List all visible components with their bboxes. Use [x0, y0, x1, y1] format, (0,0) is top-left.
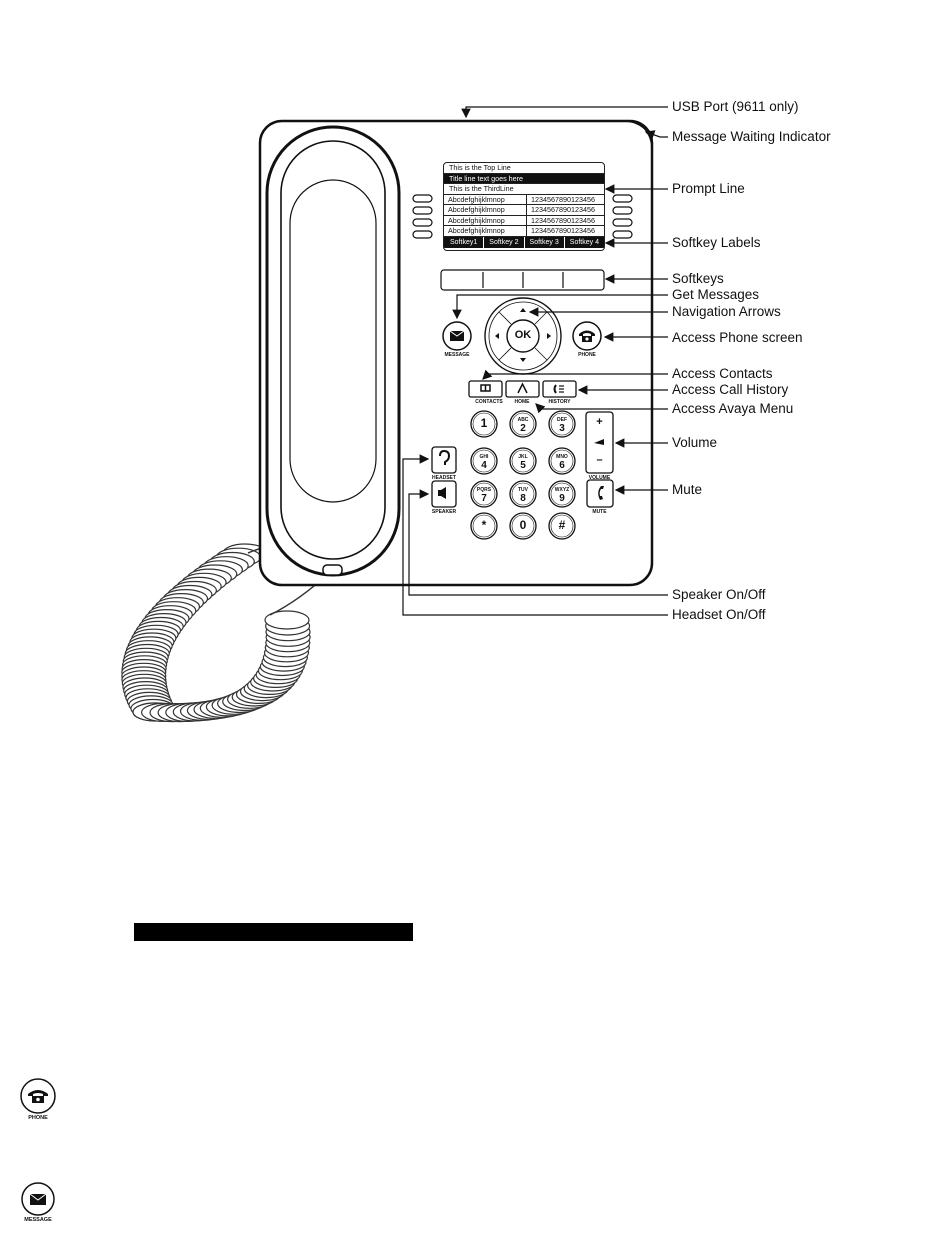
keypad-key-5[interactable] [510, 448, 536, 474]
home-caption: HOME [514, 399, 530, 405]
headset-button[interactable] [432, 447, 456, 473]
softkey-label-2: Softkey 2 [484, 237, 524, 248]
callout-access-avaya-menu: Access Avaya Menu [672, 401, 794, 416]
keypad-key-digit: # [558, 518, 566, 532]
callout-usb-port: USB Port (9611 only) [672, 99, 799, 114]
keypad-key-0[interactable] [510, 513, 536, 539]
screen-row[interactable]: Abcdefghijklmnop 1234567890123456 [444, 205, 604, 215]
keypad-key-digit: 2 [520, 423, 526, 434]
handset [267, 127, 399, 575]
callout-softkeys: Softkeys [672, 271, 724, 286]
softkey-labels [444, 237, 604, 248]
keypad-key-letters: WXYZ [554, 487, 570, 493]
softkey-label-4: Softkey 4 [569, 238, 599, 246]
legend-message-icon [22, 1183, 54, 1215]
ok-button[interactable]: OK [514, 329, 532, 341]
keypad-key-digit: 9 [559, 493, 565, 504]
keypad-key-1[interactable] [471, 411, 497, 437]
keypad-key-letters: PQRS [476, 487, 492, 493]
volume-up-button[interactable]: + [596, 416, 603, 428]
callout-access-contacts: Access Contacts [672, 366, 773, 381]
screen-row[interactable]: Abcdefghijklmnop 1234567890123456 [444, 195, 604, 205]
callout-mute: Mute [672, 482, 703, 497]
keypad-key-9[interactable] [549, 481, 575, 507]
home-button[interactable] [506, 381, 539, 397]
legend-phone-icon [21, 1079, 55, 1113]
screen-row[interactable]: Abcdefghijklmnop 1234567890123456 [444, 226, 604, 236]
keypad-key-digit: 3 [559, 423, 565, 434]
callout-volume: Volume [672, 435, 718, 450]
callout-navigation-arrows: Navigation Arrows [672, 304, 781, 319]
legend-message-label: MESSAGE [24, 1217, 52, 1223]
history-button[interactable] [543, 381, 576, 397]
mute-caption: MUTE [592, 509, 607, 515]
keypad-key-letters: GHI [479, 454, 489, 460]
keypad-key-digit: 5 [520, 460, 526, 471]
callout-prompt-line: Prompt Line [672, 181, 745, 196]
phone-button[interactable] [573, 322, 601, 350]
keypad-key-digit: 1 [480, 416, 488, 430]
callout-access-phone-screen: Access Phone screen [672, 330, 803, 345]
softkey-label-1: Softkey1 [444, 237, 484, 248]
contacts-caption: CONTACTS [475, 399, 503, 405]
history-caption: HISTORY [548, 399, 571, 405]
keypad-key-digit: 8 [520, 493, 526, 504]
keypad-key-digit: 0 [519, 518, 527, 532]
keypad-key-digit: 6 [559, 460, 565, 471]
keypad-key-digit: 4 [481, 460, 487, 471]
phone-display [443, 162, 605, 251]
keypad-key-digit: * [481, 518, 487, 532]
keypad-key-4[interactable] [471, 448, 497, 474]
keypad-key-letters: DEF [557, 417, 567, 423]
mute-button[interactable] [587, 480, 613, 507]
callout-message-waiting: Message Waiting Indicator [672, 129, 831, 144]
keypad-key-*[interactable] [471, 513, 497, 539]
keypad-key-letters: JKL [518, 454, 528, 460]
speaker-button[interactable] [432, 481, 456, 507]
keypad-key-digit: 7 [481, 493, 487, 504]
keypad-key-6[interactable] [549, 448, 575, 474]
volume-down-button[interactable]: – [596, 454, 603, 466]
volume-caption: VOLUME [588, 475, 611, 481]
phone-caption: PHONE [578, 352, 596, 358]
speaker-caption: SPEAKER [431, 509, 457, 515]
headset-caption: HEADSET [432, 475, 456, 481]
keypad-key-#[interactable] [549, 513, 575, 539]
callout-headset-onoff: Headset On/Off [672, 607, 766, 622]
keypad-key-7[interactable] [471, 481, 497, 507]
callout-softkey-labels: Softkey Labels [672, 235, 761, 250]
keypad-key-8[interactable] [510, 481, 536, 507]
contacts-button[interactable] [469, 381, 502, 397]
keypad-key-letters: TUV [518, 487, 528, 493]
screen-top-line: This is the Top Line [444, 163, 604, 174]
screen-prompt-line: This is the ThirdLine [444, 184, 604, 195]
legend-phone-label: PHONE [28, 1115, 48, 1121]
keypad-key-2[interactable] [510, 411, 536, 437]
redacted-bar [134, 923, 413, 941]
message-caption: MESSAGE [444, 352, 470, 358]
softkey-label-3: Softkey 3 [525, 237, 565, 248]
softkey-buttons[interactable] [441, 270, 604, 290]
callout-get-messages: Get Messages [672, 287, 760, 302]
screen-title-line: Title line text goes here [444, 174, 604, 185]
keypad-key-3[interactable] [549, 411, 575, 437]
screen-row[interactable]: Abcdefghijklmnop 1234567890123456 [444, 216, 604, 226]
callout-access-call-history: Access Call History [672, 382, 789, 397]
message-button[interactable] [443, 322, 471, 350]
keypad-key-letters: ABC [517, 417, 529, 423]
keypad-key-letters: MNO [556, 454, 568, 460]
callout-speaker-onoff: Speaker On/Off [672, 587, 766, 602]
